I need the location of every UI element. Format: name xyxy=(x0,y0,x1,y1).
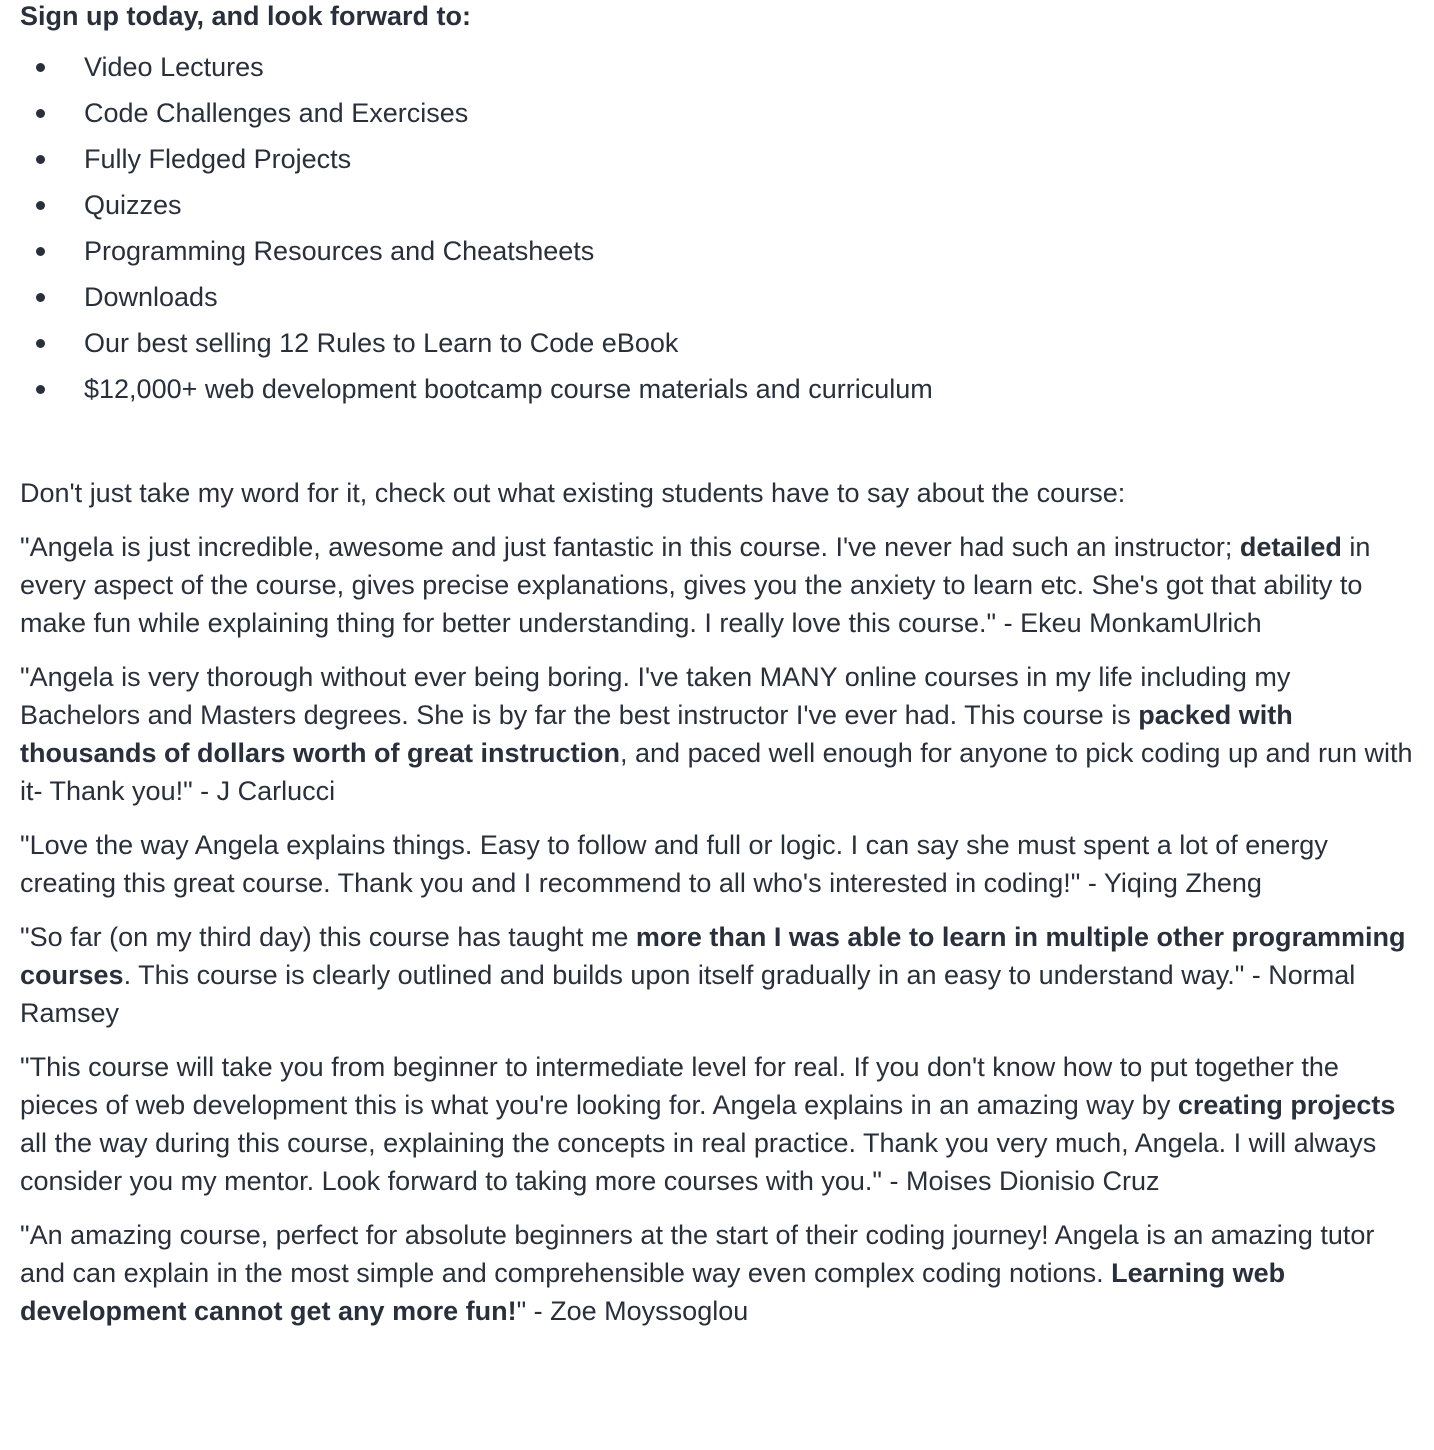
feature-item: Quizzes xyxy=(20,182,1414,228)
testimonial xyxy=(20,1216,1414,1330)
testimonial-highlight: more than I was able to learn in multiple other programming courses xyxy=(20,922,1406,990)
testimonials-intro: Don't just take my word for it, check out what existing students have to say about the course: xyxy=(20,478,1126,508)
feature-item: Programming Resources and Cheatsheets xyxy=(20,228,1414,274)
testimonial-text: , and paced well enough for anyone to pick coding up and run with it- Thank you!" - J Carlucci xyxy=(20,738,1413,806)
feature-item: Code Challenges and Exercises xyxy=(20,90,1414,136)
signup-heading: Sign up today, and look forward to: xyxy=(20,1,471,31)
testimonial xyxy=(20,528,1414,642)
feature-item: Fully Fledged Projects xyxy=(20,136,1414,182)
testimonial-highlight: detailed xyxy=(1239,532,1342,562)
feature-item: $12,000+ web development bootcamp course materials and curriculum xyxy=(20,366,1414,412)
testimonial-text: "Angela is very thorough without ever being boring. I've taken MANY online courses in my life including my Bachelors and Masters degrees. She is by far the best instructor I've ever had. This course is xyxy=(20,662,1291,730)
testimonial-text: "So far (on my third day) this course has taught me xyxy=(20,922,636,952)
testimonial xyxy=(20,1048,1414,1200)
testimonial-text: " - Zoe Moyssoglou xyxy=(516,1296,749,1326)
testimonial xyxy=(20,658,1414,810)
feature-item: Downloads xyxy=(20,274,1414,320)
testimonial-text: all the way during this course, explaining the concepts in real practice. Thank you very much, Angela. I will always consider you my mentor. Look forward to taking more courses with you." - Moises Dionisio Cruz xyxy=(20,1128,1377,1196)
testimonial-text: "This course will take you from beginner to intermediate level for real. If you don't know how to put together the pieces of web development this is what you're looking for. Angela explains in an amazing way by xyxy=(20,1052,1339,1120)
testimonial xyxy=(20,918,1414,1032)
testimonial-text: "An amazing course, perfect for absolute beginners at the start of their coding journey! Angela is an amazing tutor and can explain in the most simple and comprehensible way even complex coding notions. xyxy=(20,1220,1375,1288)
testimonial-highlight: creating projects xyxy=(1177,1090,1396,1120)
testimonial-text: . This course is clearly outlined and builds upon itself gradually in an easy to understand way." - Normal Ramsey xyxy=(20,960,1356,1028)
testimonial xyxy=(20,826,1414,902)
testimonial-text: "Angela is just incredible, awesome and just fantastic in this course. I've never had such an instructor; xyxy=(20,532,1240,562)
testimonial-highlight: Learning web development cannot get any more fun! xyxy=(20,1258,1286,1326)
feature-item: Video Lectures xyxy=(20,44,1414,90)
features-list xyxy=(20,44,1414,412)
testimonial-highlight: packed with thousands of dollars worth of great instruction xyxy=(20,700,1293,768)
feature-item: Our best selling 12 Rules to Learn to Code eBook xyxy=(20,320,1414,366)
testimonial-text: in every aspect of the course, gives precise explanations, gives you the anxiety to learn etc. She's got that ability to make fun while explaining thing for better understanding. I really love this course." - Ekeu MonkamUlrich xyxy=(20,532,1371,638)
testimonial-text: "Love the way Angela explains things. Easy to follow and full or logic. I can say she must spent a lot of energy creating this great course. Thank you and I recommend to all who's interested in coding!" - Yiqing Zheng xyxy=(20,830,1328,898)
